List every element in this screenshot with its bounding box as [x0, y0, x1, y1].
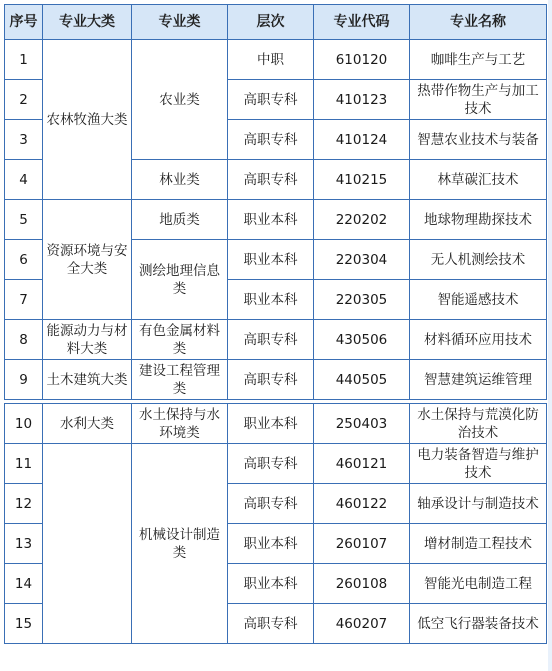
level-cell: 职业本科 [228, 280, 314, 320]
level-cell: 高职专科 [228, 120, 314, 160]
major-name-cell: 林草碳汇技术 [410, 160, 547, 200]
major-name-cell: 无人机测绘技术 [410, 240, 547, 280]
level-cell: 高职专科 [228, 320, 314, 360]
table-row [5, 200, 547, 240]
level-cell: 职业本科 [228, 524, 314, 564]
header-category: 专业大类 [43, 5, 132, 40]
major-name-cell: 咖啡生产与工艺 [410, 40, 547, 80]
table-row [5, 40, 547, 80]
major-name-cell: 热带作物生产与加工技术 [410, 80, 547, 120]
class-cell: 林业类 [132, 160, 228, 200]
class-cell: 水土保持与水环境类 [132, 404, 228, 444]
category-cell: 土木建筑大类 [43, 360, 132, 400]
code-cell: 220305 [314, 280, 410, 320]
row-no: 11 [5, 444, 43, 484]
row-no: 4 [5, 160, 43, 200]
row-no: 13 [5, 524, 43, 564]
row-no: 1 [5, 40, 43, 80]
major-name-cell: 智慧建筑运维管理 [410, 360, 547, 400]
code-cell: 610120 [314, 40, 410, 80]
major-name-cell: 增材制造工程技术 [410, 524, 547, 564]
code-cell: 250403 [314, 404, 410, 444]
category-cell: 农林牧渔大类 [43, 40, 132, 200]
page-edge-strip [548, 0, 552, 671]
header-name: 专业名称 [410, 5, 547, 40]
class-cell: 农业类 [132, 40, 228, 160]
row-no: 15 [5, 604, 43, 644]
level-cell: 高职专科 [228, 360, 314, 400]
category-cell: 水利大类 [43, 404, 132, 444]
level-cell: 职业本科 [228, 200, 314, 240]
header-class: 专业类 [132, 5, 228, 40]
major-name-cell: 地球物理勘探技术 [410, 200, 547, 240]
row-no: 6 [5, 240, 43, 280]
code-cell: 460207 [314, 604, 410, 644]
code-cell: 460122 [314, 484, 410, 524]
category-cell: 能源动力与材料大类 [43, 320, 132, 360]
row-no: 7 [5, 280, 43, 320]
row-no: 9 [5, 360, 43, 400]
major-name-cell: 智能遥感技术 [410, 280, 547, 320]
code-cell: 220202 [314, 200, 410, 240]
level-cell: 高职专科 [228, 444, 314, 484]
header-level: 层次 [228, 5, 314, 40]
row-no: 3 [5, 120, 43, 160]
class-cell: 机械设计制造类 [132, 444, 228, 644]
table-row [5, 360, 547, 400]
code-cell: 220304 [314, 240, 410, 280]
row-no: 10 [5, 404, 43, 444]
level-cell: 职业本科 [228, 564, 314, 604]
major-name-cell: 智能光电制造工程 [410, 564, 547, 604]
level-cell: 高职专科 [228, 484, 314, 524]
major-name-cell: 电力装备智造与维护技术 [410, 444, 547, 484]
class-cell: 地质类 [132, 200, 228, 240]
major-catalog-sheet [4, 4, 546, 644]
class-cell: 建设工程管理类 [132, 360, 228, 400]
level-cell: 高职专科 [228, 160, 314, 200]
code-cell: 460121 [314, 444, 410, 484]
header-row [5, 5, 547, 40]
major-name-cell: 轴承设计与制造技术 [410, 484, 547, 524]
major-name-cell: 智慧农业技术与装备 [410, 120, 547, 160]
header-code: 专业代码 [314, 5, 410, 40]
level-cell: 职业本科 [228, 240, 314, 280]
row-no: 8 [5, 320, 43, 360]
major-name-cell: 水土保持与荒漠化防治技术 [410, 404, 547, 444]
row-no: 2 [5, 80, 43, 120]
level-cell: 中职 [228, 40, 314, 80]
code-cell: 410215 [314, 160, 410, 200]
class-cell: 测绘地理信息类 [132, 240, 228, 320]
class-cell: 有色金属材料类 [132, 320, 228, 360]
major-name-cell: 低空飞行器装备技术 [410, 604, 547, 644]
code-cell: 410123 [314, 80, 410, 120]
table-row [5, 444, 547, 484]
code-cell: 260108 [314, 564, 410, 604]
code-cell: 410124 [314, 120, 410, 160]
level-cell: 职业本科 [228, 404, 314, 444]
table-row [5, 320, 547, 360]
code-cell: 430506 [314, 320, 410, 360]
row-no: 5 [5, 200, 43, 240]
code-cell: 260107 [314, 524, 410, 564]
category-cell: 资源环境与安全大类 [43, 200, 132, 320]
level-cell: 高职专科 [228, 80, 314, 120]
level-cell: 高职专科 [228, 604, 314, 644]
row-no: 12 [5, 484, 43, 524]
code-cell: 440505 [314, 360, 410, 400]
table-row [5, 404, 547, 444]
major-name-cell: 材料循环应用技术 [410, 320, 547, 360]
row-no: 14 [5, 564, 43, 604]
header-no: 序号 [5, 5, 43, 40]
category-cell-empty [43, 444, 132, 644]
major-catalog-table [4, 4, 547, 644]
